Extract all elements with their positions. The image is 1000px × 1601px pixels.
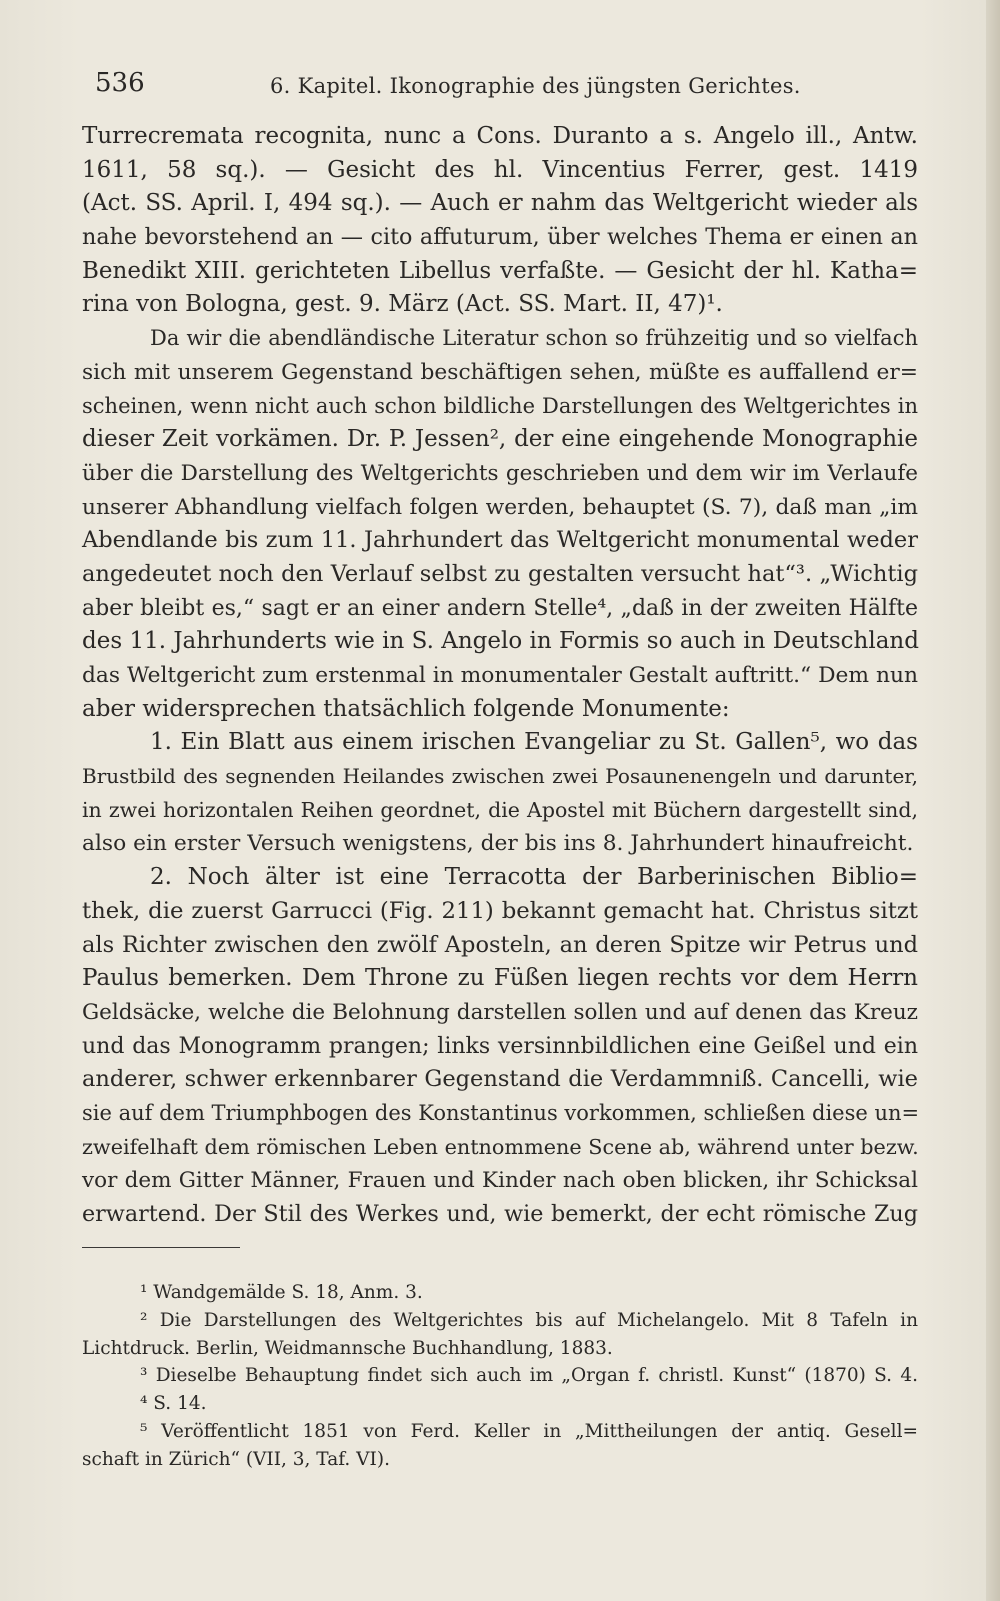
- text-line: scheinen, wenn nicht auch schon bildliche Darstellungen des Weltgerichtes in: [82, 393, 918, 418]
- text-line: des 11. Jahrhunderts wie in S. Angelo in Formis so auch in Deutschland: [82, 628, 919, 655]
- text-line: als Richter zwischen den zwölf Aposteln, an deren Spitze wir Petrus und: [82, 931, 918, 958]
- footnote-line: ⁵ Veröffentlicht 1851 von Ferd. Keller in „Mittheilungen der antiq. Gesell=: [140, 1420, 918, 1442]
- text-line: über die Darstellung des Weltgerichts geschrieben und dem wir im Verlaufe: [82, 460, 918, 486]
- text-line: nahe bevorstehend an — cito affuturum, über welches Thema er einen an: [82, 224, 918, 251]
- text-line: Turrecremata recognita, nunc a Cons. Duranto a s. Angelo ill., Antw.: [82, 123, 918, 149]
- footnote-divider: [82, 1247, 240, 1248]
- text-line: Geldsäcke, welche die Belohnung darstellen sollen und auf denen das Kreuz: [82, 999, 918, 1025]
- text-line: thek, die zuerst Garrucci (Fig. 211) bekannt gemacht hat. Christus sitzt: [82, 897, 918, 924]
- footnote-line: ³ Dieselbe Behauptung findet sich auch im „Organ f. christl. Kunst“ (1870) S. 4.: [140, 1365, 918, 1387]
- text-line: anderer, schwer erkennbarer Gegenstand die Verdammniß. Cancelli, wie: [82, 1066, 918, 1093]
- main-text: [82, 120, 918, 1232]
- footnote-line: ² Die Darstellungen des Weltgerichtes bis auf Michelangelo. Mit 8 Tafeln in: [140, 1309, 918, 1331]
- footnote-line: schaft in Zürich“ (VII, 3, Taf. VI).: [82, 1448, 390, 1470]
- text-line: vor dem Gitter Männer, Frauen und Kinder nach oben blicken, ihr Schicksal: [82, 1168, 918, 1194]
- text-line: 1611, 58 sq.). — Gesicht des hl. Vincentius Ferrer, gest. 1419: [82, 156, 918, 183]
- page-number: 536: [95, 68, 145, 98]
- text-line: sich mit unserem Gegenstand beschäftigen sehen, müßte es auffallend er=: [82, 359, 918, 385]
- text-line: 2. Noch älter ist eine Terracotta der Barberinischen Biblio=: [150, 864, 918, 891]
- text-line: rina von Bologna, gest. 9. März (Act. SS. Mart. II, 47)¹.: [82, 291, 723, 318]
- text-line: (Act. SS. April. I, 494 sq.). — Auch er nahm das Weltgericht wieder als: [82, 190, 918, 217]
- text-line: Paulus bemerken. Dem Throne zu Füßen liegen rechts vor dem Herrn: [82, 965, 918, 992]
- text-line: Brustbild des segnenden Heilandes zwischen zwei Posaunenengeln und darunter,: [82, 764, 918, 789]
- text-line: unserer Abhandlung vielfach folgen werden, behauptet (S. 7), daß man „im: [82, 494, 918, 520]
- text-line: zweifelhaft dem römischen Leben entnommene Scene ab, während unter bezw.: [82, 1134, 919, 1159]
- text-line: aber widersprechen thatsächlich folgende Monumente:: [82, 695, 730, 722]
- footnote-line: ¹ Wandgemälde S. 18, Anm. 3.: [140, 1282, 423, 1303]
- footnotes: [82, 1279, 918, 1474]
- text-line: Abendlande bis zum 11. Jahrhundert das Weltgericht monumental weder: [82, 527, 918, 554]
- text-line: 1. Ein Blatt aus einem irischen Evangeliar zu St. Gallen⁵, wo das: [150, 729, 918, 756]
- page-header: [95, 68, 935, 108]
- text-line: Da wir die abendländische Literatur schon so frühzeitig und so vielfach: [150, 326, 918, 351]
- text-line: angedeutet noch den Verlauf selbst zu gestalten versucht hat“³. „Wichtig: [82, 560, 918, 587]
- page-edge: [986, 0, 1000, 1601]
- text-line: sie auf dem Triumphbogen des Konstantinus vorkommen, schließen diese un=: [82, 1100, 920, 1125]
- running-title: 6. Kapitel. Ikonographie des jüngsten Gerichtes.: [270, 74, 801, 98]
- text-line: also ein erster Versuch wenigstens, der bis ins 8. Jahrhundert hinaufreicht.: [82, 831, 914, 857]
- text-line: und das Monogramm prangen; links versinnbildlichen eine Geißel und ein: [82, 1033, 918, 1059]
- text-line: das Weltgericht zum erstenmal in monumentaler Gestalt auftritt.“ Dem nun: [82, 663, 918, 688]
- text-line: Benedikt XIII. gerichteten Libellus verfaßte. — Gesicht der hl. Katha=: [82, 257, 918, 284]
- text-line: in zwei horizontalen Reihen geordnet, die Apostel mit Büchern dargestellt sind,: [82, 797, 918, 822]
- footnote-line: ⁴ S. 14.: [140, 1393, 207, 1415]
- text-line: dieser Zeit vorkämen. Dr. P. Jessen², der eine eingehende Monographie: [82, 426, 918, 453]
- text-line: erwartend. Der Stil des Werkes und, wie bemerkt, der echt römische Zug: [82, 1201, 918, 1227]
- footnote-line: Lichtdruck. Berlin, Weidmannsche Buchhandlung, 1883.: [82, 1337, 613, 1359]
- text-line: aber bleibt es,“ sagt er an einer andern Stelle⁴, „daß in der zweiten Hälfte: [82, 595, 918, 621]
